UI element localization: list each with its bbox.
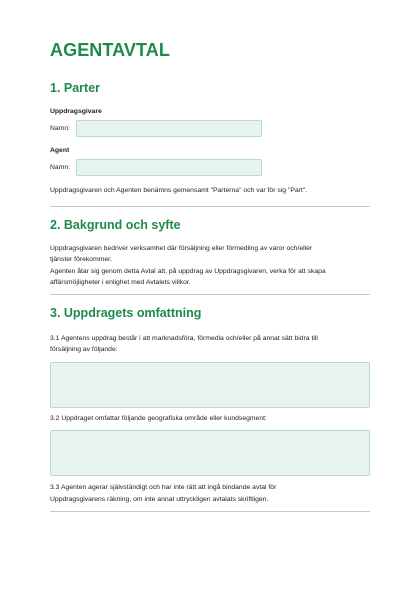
- background-line: affärsmöjligheter i enlighet med Avtalets villkor.: [50, 279, 191, 286]
- clause-line: 3.1 Agentens uppdrag består i att marknadsföra, förmedla och/eller på annat sätt bidra till: [50, 334, 318, 342]
- territory-textarea[interactable]: [50, 430, 370, 476]
- agent-name-field[interactable]: [76, 159, 262, 176]
- clause-3-1: [50, 333, 370, 356]
- agent-name-row: [50, 159, 370, 176]
- section-divider: [50, 511, 370, 512]
- clause-line: 3.3 Agenten agerar självständigt och har inte rätt att ingå bindande avtal för: [50, 484, 277, 491]
- background-line: Agenten åtar sig genom detta Avtal att, på uppdrag av Uppdragsgivaren, verka för att skapa: [50, 267, 326, 275]
- section-title-bakgrund: 2. Bakgrund och syfte: [50, 217, 181, 232]
- principal-name-row: [50, 120, 370, 137]
- background-line: tjänster förekommer.: [50, 256, 112, 263]
- clause-3-2: 3.2 Uppdraget omfattar följande geografiska område eller kundsegment:: [50, 414, 267, 422]
- clause-line: försäljning av följande:: [50, 346, 118, 353]
- products-textarea[interactable]: [50, 362, 370, 408]
- section-divider: [50, 294, 370, 295]
- principal-name-field[interactable]: [76, 120, 262, 137]
- clause-line: Uppdragsgivarens räkning, om inte annat uttryckligen avtalats skriftligen.: [50, 495, 269, 503]
- clause-3-3: [50, 482, 370, 505]
- background-paragraph: [50, 243, 370, 289]
- section-divider: [50, 206, 370, 207]
- parties-note: Uppdragsgivaren och Agenten benämns gemensamt "Parterna" och var för sig "Part".: [50, 187, 308, 194]
- background-line: Uppdragsgivaren bedriver verksamhet där försäljning eller förmedling av varor och/eller: [50, 244, 313, 252]
- principal-label: Uppdragsgivare: [50, 108, 102, 115]
- document-title: AGENTAVTAL: [50, 40, 170, 60]
- agent-label: Agent: [50, 147, 70, 154]
- agent-name-label: Namn:: [50, 164, 71, 171]
- section-title-parter: 1. Parter: [50, 81, 101, 95]
- section-title-omfattning: 3. Uppdragets omfattning: [50, 305, 202, 320]
- principal-name-label: Namn:: [50, 125, 71, 132]
